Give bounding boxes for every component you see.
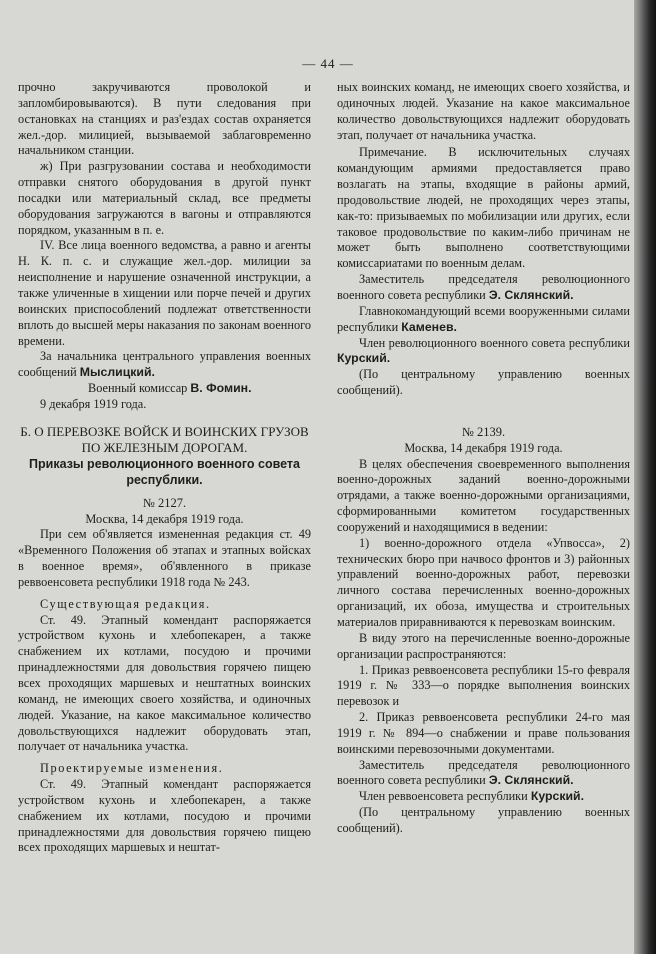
signature-name: Э. Склянский. [488,287,574,302]
order-number: № 2139. [461,424,506,439]
paragraph: ж) При разгрузовании состава и необходимости отправки снятого оборудования в другой пункт посадки или материальный склад, все предметы оборудования загружаются в вагоны и отправляются порядком, указанным в п. е. [18,159,311,237]
signature-role: Главнокомандующий всеми вооруженными силами республики [337,303,630,334]
order-date: Москва, 14 декабря 1919 года. [404,440,563,455]
signature-line [337,789,630,805]
signature-line [18,381,311,397]
source-note: (По центральному управлению военных сообщений). [337,367,630,398]
right-column [337,80,630,837]
source-note: (По центральному управлению военных сообщений). [337,805,630,835]
date-line: 9 декабря 1919 года. [40,396,147,411]
signature-name: Мыслицкий. [79,365,155,380]
paragraph: Ст. 49. Этапный комендант распоряжается устройством кухонь и хлебопекарен, а также снабжением их котлами, посудою и прочими принадлежностями для довольствия горячею пищею всех проходящих маршевых и нештатных воинских команд, не имеющих своего хозяйства, и одиночных людей. Указание, на какое максимальное количество довольствующихся надлежит оборудовать этап, получает от начальника участка. [18,612,311,754]
section-heading: Б. О ПЕРЕВОЗКЕ ВОЙСК И ВОИНСКИХ ГРУЗОВ ПО ЖЕЛЕЗНЫМ ДОРОГАМ. [20,423,309,455]
note-paragraph: Примечание. В исключительных случаях командующим армиями предоставляется право возлагать на этапы, входящие в районы армий, продовольствие людей, не проходящих через этапы, как-то: призываемых по мобилизации или других, если таковое продовольствие по каким-либо причинам не может быть выполнено соответствующими комиссариатами по военным делам. [337,145,630,271]
scan-page-edge [634,0,656,954]
signature-role: За начальника центрального управления военных сообщений [18,349,311,380]
signature-line [337,272,630,304]
signature-line [337,304,630,336]
signature-role: Член реввоенсовета республики [359,789,528,804]
signature-role: Военный комиссар [88,381,188,396]
page-number: — 44 — [302,56,354,71]
paragraph: ных воинских команд, не имеющих своего хозяйства, и одиночных людей. Указание на какое максимальное количество довольствующихся надлежит оборудовать этап, получает от начальника участка. [337,80,630,142]
paragraph: 2. Приказ реввоенсовета республики 24-го мая 1919 г. № 894—о снабжении и праве пользования воинскими перевозочными документами. [337,710,630,756]
signature-role: Член революционного военного совета республики [359,335,630,350]
paragraph: IV. Все лица военного ведомства, а равно и агенты Н. К. п. с. и служащие жел.-дор. милиции за неисполнение и нарушение означенной инструкции, а также уличенные в хищении или порче печей и других воинских приспособлений подлежат ответственности вплоть до высшей меры наказания по законам военного времени. [18,238,311,348]
paragraph: 1. Приказ реввоенсовета республики 15-го февраля 1919 г. № 333—о порядке выполнения воинских перевозок и [337,662,630,709]
signature-role: Заместитель председателя революционного военного совета республики [337,272,630,302]
signature-name: Э. Склянский. [488,773,574,788]
paragraph: При сем об'является измененная редакция ст. 49 «Временного Положения об этапах и этапных войсках в военное время», об'явленного в приказе реввоенсовета республики 1918 года № 243. [18,527,311,589]
left-column [18,80,311,856]
signature-name: Курский. [337,351,391,366]
signature-name: Курский. [530,789,585,804]
paragraph: В виду этого на перечисленные военно-дорожные организации распространяются: [337,630,630,661]
orders-heading: Приказы революционного военного совета республики. [29,456,300,487]
order-date: Москва, 14 декабря 1919 года. [85,511,244,526]
signature-name: В. Фомин. [190,381,252,396]
order-number: № 2127. [142,495,187,510]
paragraph: прочно закручиваются проволокой и запломбировываются). В пути следования при остановках на станциях и раз'ездах состав охраняется жел.-дор. милицией, вызываемой заблаговременно начальником станции. [18,80,311,158]
subheading: Существующая редакция. [40,596,211,611]
signature-line [337,758,630,790]
subheading: Проектируемые изменения. [40,761,224,776]
paragraph: Ст. 49. Этапный комендант распоряжается устройством кухонь и хлебопекарен, а также снабжением их котлами, посудою и прочими принадлежностями для довольствия горячею пищею всех проходящих маршевых и нештат- [18,777,311,855]
signature-name: Каменев. [401,319,457,334]
signature-line [18,349,311,381]
paragraph: 1) военно-дорожного отдела «Упвосса», 2) технических бюро при начвосо фронтов и 3) районных управлений военно-дорожных работ, перевозки личного состава перечисленных военно-дорожных организаций, их обоза, имущества и строительных материалов приравниваются к перевозкам воинским. [337,535,630,629]
signature-line [337,336,630,368]
signature-role: Заместитель председателя революционного военного совета республики [337,757,630,788]
paragraph: В целях обеспечения своевременного выполнения военно-дорожных заданий военно-дорожными отрядами, а также военно-дорожными организациями, сформированными комитетом государственных сооружений и находящимися в ведении: [337,456,630,534]
